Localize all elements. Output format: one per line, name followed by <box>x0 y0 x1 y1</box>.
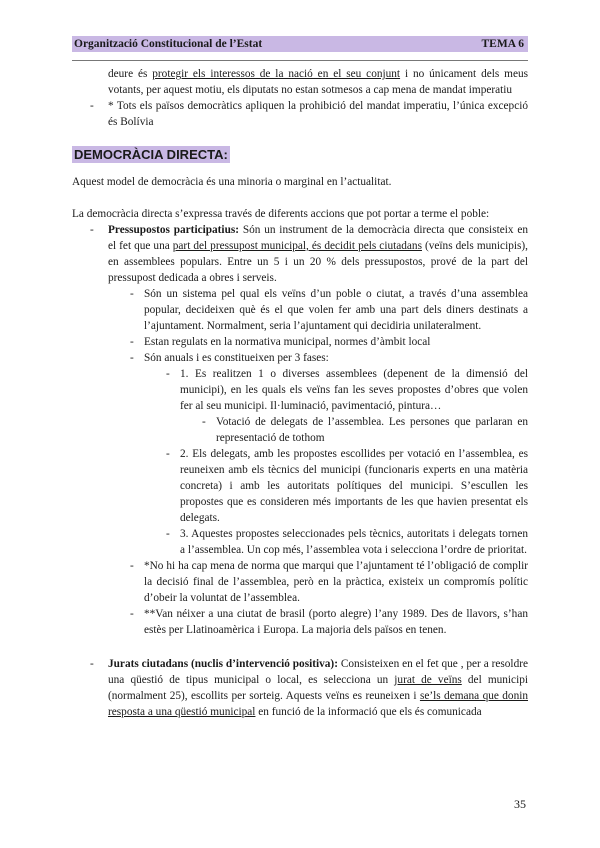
item-title: Pressupostos participatius: <box>108 224 240 236</box>
list-item-text: * Tots els països democràtics apliquen la prohibició del mandat imperatiu, l’única excepció és Bolívia <box>108 100 528 128</box>
list-item-citizen-juries: - Jurats ciutadans (nuclis d’intervenció positiva): Consisteixen en el fet que , per a resoldre una qüestió de tipus municipal o local, es selecciona un jurat de veïns del municipi (normalment 25), escollits per sorteig. Aquests veïns es reuneixen i se’ls demana que donin resposta a una qüestió municipal en funció de la informació que els és comunicada <box>90 658 529 718</box>
intro-paragraph-2: La democràcia directa s’expressa través de diferents accions que pot portar a terme el poble: <box>72 208 490 220</box>
sub-list-item: - Són un sistema pel qual els veïns d’un poble o ciutat, a través d’una assemblea popular, decideixen què és el que volen fer amb una part dels diners destinats a l’ajuntament. Normalment, seria l’ajuntament qui decidiria unilateralment. <box>130 288 528 332</box>
document-body <box>72 66 528 720</box>
phase-item: - 3. Aquestes propostes seleccionades pels tècnics, autoritats i delegats tornen a l’assemblea. Un cop més, l’assemblea vota i selecciona l’ordre de prioritat. <box>166 528 528 556</box>
header-topic: TEMA 6 <box>481 38 524 50</box>
phase-item: - 2. Els delegats, amb les propostes escollides per votació en l’assemblea, es reuneixen amb els tècnics del municipi (funcionaris experts en una matèria concreta) i amb les autoritats polítiques del municipi. S’escullen les propostes que es consideren més importants de les que havien presentat els delegats. <box>166 448 528 524</box>
list-item-participatory-budgets: - Pressupostos participatius: Són un instrument de la democràcia directa que consisteix en el fet que una part del pressupost municipal, és decidit pels ciutadans (veïns dels municipis), en assemblees populars. Entre un 5 i un 20 % dels pressupostos, prové de la part del pressupost dedicada a obres i serveis. <box>90 224 528 284</box>
sub-list-item: - Estan regulats en la normativa municipal, normes d’àmbit local <box>130 336 431 348</box>
note-item: - **Van néixer a una ciutat de brasil (porto alegre) l’any 1989. Des de llavors, s’han estès per Llatinoamèrica i Europa. La majoria dels països en tenen. <box>130 608 528 636</box>
intro-paragraph: Aquest model de democràcia és una minoria o marginal en l’actualitat. <box>72 176 392 188</box>
sub-list-item: - Són anuals i es constitueixen per 3 fases: <box>130 352 329 364</box>
header-title: Organització Constitucional de l’Estat <box>74 38 263 50</box>
list-item: - * Tots els països democràtics apliquen la prohibició del mandat imperatiu, l’única excepció és Bolívia <box>90 100 528 128</box>
phase-item: - 1. Es realitzen 1 o diverses assemblees (depenent de la dimensió del municipi), en les quals els veïns fan les seves propostes d’obres que volen fer al seu municipi. Il·luminació, pavimentació, pintura… <box>166 368 528 412</box>
page-header <box>72 36 528 52</box>
section-heading: DEMOCRÀCIA DIRECTA: <box>74 147 228 162</box>
continuation-paragraph: deure és protegir els interessos de la nació en el seu conjunt i no únicament dels meus votants, per aquest motiu, els diputats no estan sotmesos a cap mena de mandat imperatiu <box>108 68 528 96</box>
header-rule <box>72 60 528 61</box>
note-item: - *No hi ha cap mena de norma que marqui que l’ajuntament té l’obligació de complir la decisió final de l’assemblea, però en la pràctica, existeix un compromís polític d’obeir la voluntat de l’assemblea. <box>130 560 528 604</box>
page-number: 35 <box>514 797 526 811</box>
phase-sub-item: - Votació de delegats de l’assemblea. Les persones que parlaran en representació de tothom <box>202 416 528 444</box>
item-title: Jurats ciutadans (nuclis d’intervenció positiva): <box>108 658 338 670</box>
